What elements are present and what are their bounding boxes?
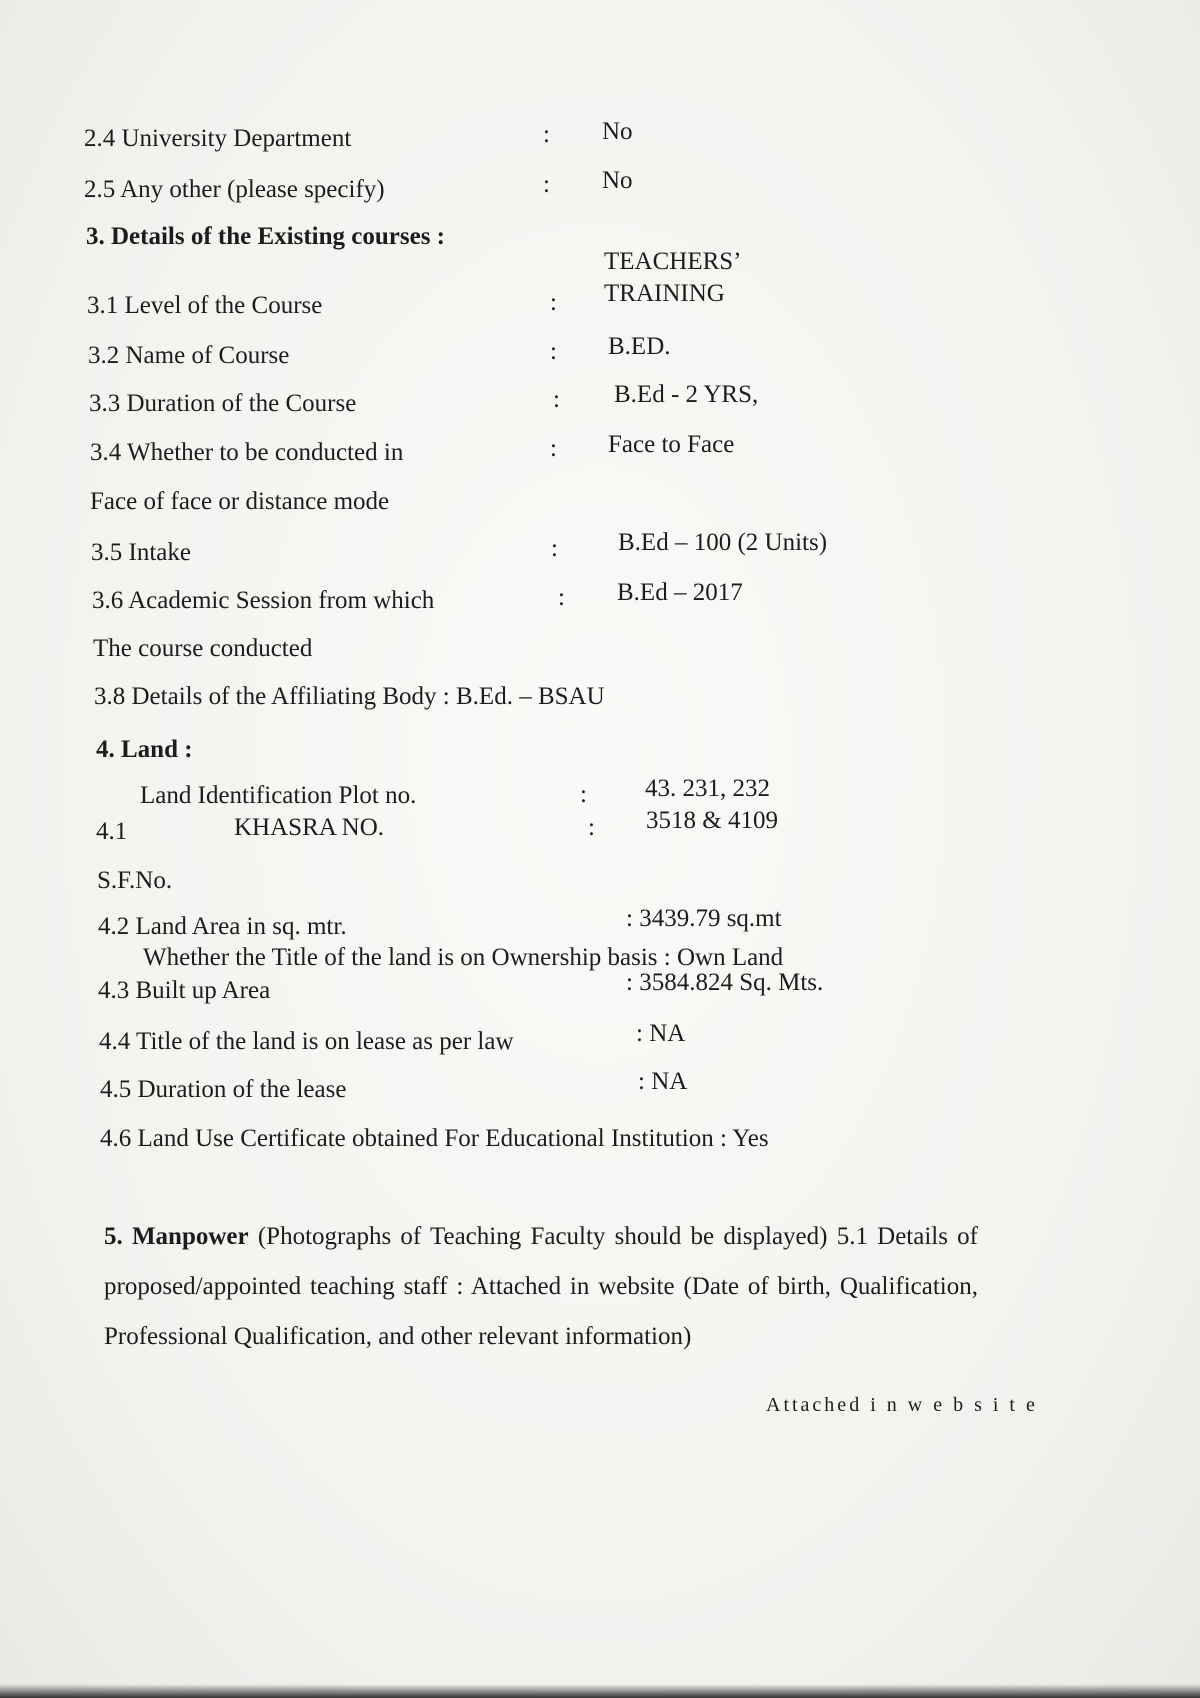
ownership-line: Whether the Title of the land is on Ownership basis : Own Land	[143, 944, 784, 971]
land-plot-value: 43. 231, 232	[645, 775, 770, 802]
item-3-4-label-line2: Face of face or distance mode	[90, 488, 390, 515]
item-4-2-value: : 3439.79 sq.mt	[626, 905, 782, 932]
item-3-1-label: 3.1 Level of the Course	[87, 292, 323, 319]
item-3-2-sep: :	[550, 338, 557, 365]
land-plot-sep: :	[580, 781, 587, 808]
item-4-5-value: : NA	[638, 1068, 688, 1095]
khasra-label: KHASRA NO.	[234, 814, 385, 841]
attached-website-note: Attached i n w e b s i t e	[766, 1394, 1038, 1416]
item-3-2-value: B.ED.	[608, 333, 671, 360]
section-4-heading: 4. Land :	[96, 736, 193, 763]
sf-no-label: S.F.No.	[97, 867, 173, 894]
item-3-5-label: 3.5 Intake	[91, 539, 191, 566]
item-3-5-sep: :	[551, 535, 558, 562]
khasra-value: 3518 & 4109	[646, 807, 778, 834]
item-3-4-sep: :	[550, 435, 557, 462]
item-3-2-label: 3.2 Name of Course	[88, 342, 290, 369]
section-5-paragraph	[104, 1212, 978, 1362]
item-4-5-label: 4.5 Duration of the lease	[100, 1076, 347, 1103]
item-3-3-label: 3.3 Duration of the Course	[89, 390, 357, 417]
item-2-4-label: 2.4 University Department	[84, 125, 352, 152]
section-5-heading: 5. Manpower	[104, 1223, 249, 1250]
item-4-4-label: 4.4 Title of the land is on lease as per law	[99, 1028, 514, 1055]
khasra-sep: :	[588, 814, 595, 841]
item-2-5-sep: :	[543, 171, 550, 198]
item-3-8-label: 3.8 Details of the Affiliating Body : B.Ed. – BSAU	[94, 683, 605, 710]
item-4-2-label: 4.2 Land Area in sq. mtr.	[98, 913, 347, 940]
item-4-6-label: 4.6 Land Use Certificate obtained For Educational Institution : Yes	[100, 1125, 769, 1152]
item-3-3-value: B.Ed - 2 YRS,	[614, 381, 759, 408]
item-3-1-value-line2: TRAINING	[604, 280, 725, 307]
item-3-3-sep: :	[553, 386, 560, 413]
item-3-6-value: B.Ed – 2017	[617, 579, 743, 606]
item-3-6-sep: :	[558, 584, 565, 611]
item-3-4-label: 3.4 Whether to be conducted in	[90, 439, 404, 466]
item-3-4-value: Face to Face	[608, 431, 735, 458]
land-plot-label: Land Identification Plot no.	[140, 782, 417, 809]
item-3-6-label: 3.6 Academic Session from which	[92, 587, 435, 614]
item-3-1-value-line1: TEACHERS’	[604, 248, 742, 275]
item-4-3-label: 4.3 Built up Area	[98, 977, 271, 1004]
item-4-4-value: : NA	[636, 1020, 686, 1047]
section-5-text: (Photographs of Teaching Faculty should be displayed) 5.1 Details of proposed/appointed teaching staff : Attached in website (Date of birth, Qualification, Professional Qualification, and other relevant information)	[104, 1223, 979, 1350]
item-4-1-number: 4.1	[96, 818, 128, 845]
item-2-4-sep: :	[543, 121, 550, 148]
scan-edge-shadow	[0, 1684, 1200, 1698]
item-2-5-value: No	[602, 167, 633, 194]
item-2-5-label: 2.5 Any other (please specify)	[84, 176, 385, 203]
section-3-heading: 3. Details of the Existing courses :	[86, 223, 445, 250]
item-2-4-value: No	[602, 118, 633, 145]
item-3-1-sep: :	[550, 289, 557, 316]
item-4-3-value: : 3584.824 Sq. Mts.	[626, 969, 824, 996]
item-3-6-label-line2: The course conducted	[93, 635, 313, 662]
item-3-5-value: B.Ed – 100 (2 Units)	[618, 529, 828, 556]
